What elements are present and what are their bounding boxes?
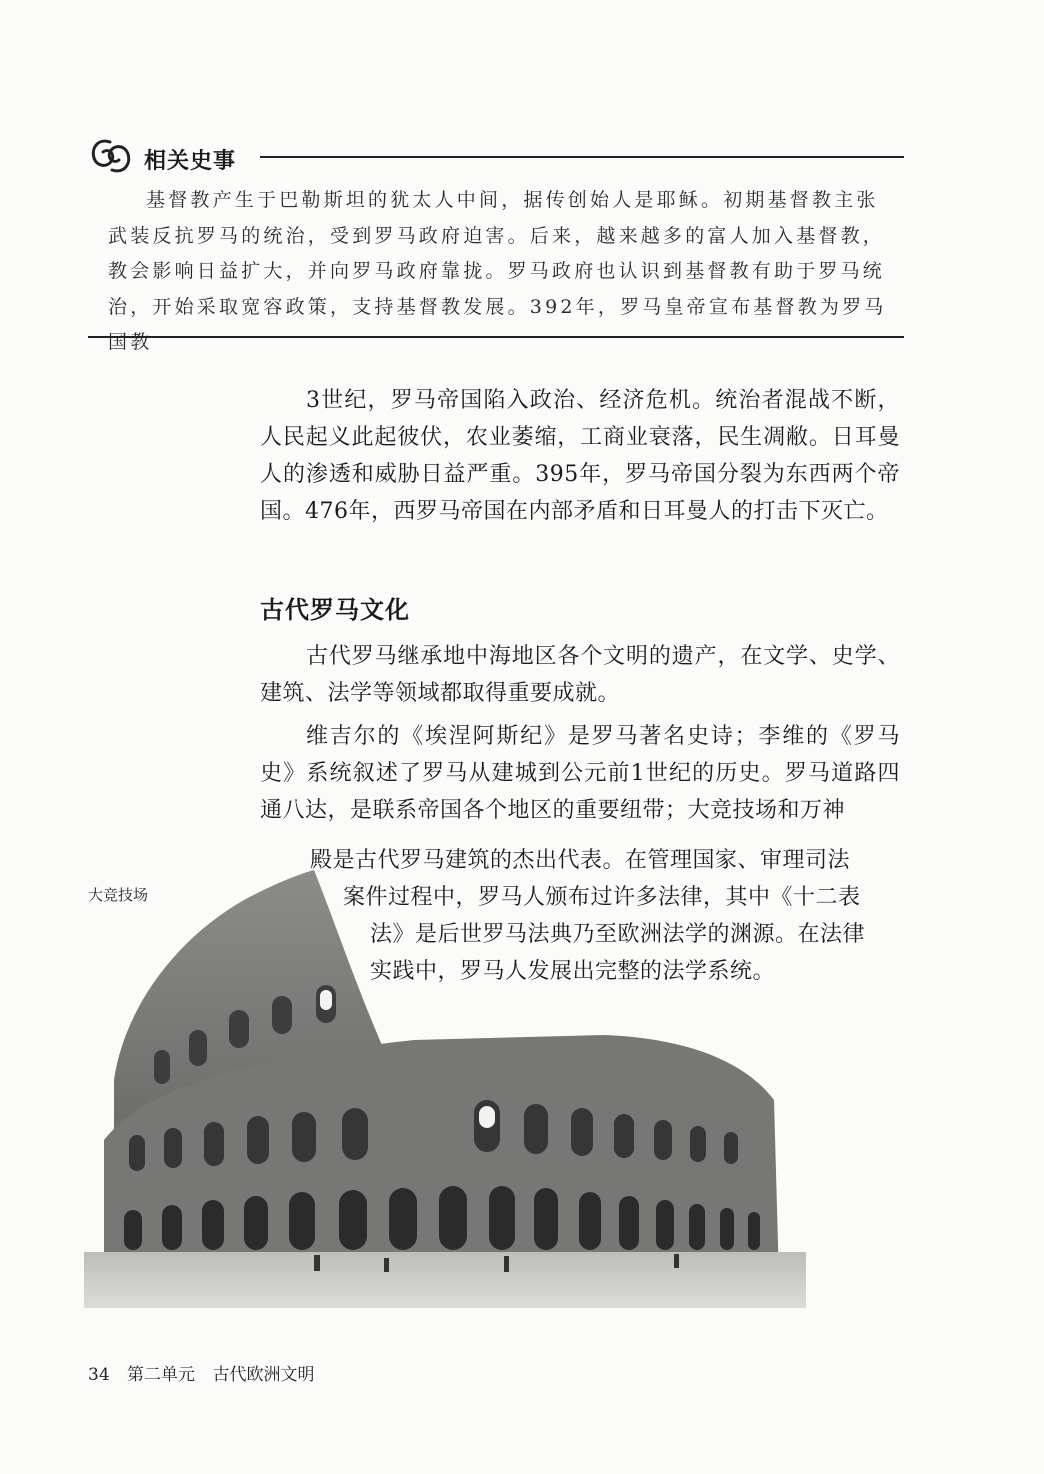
sidebar-title: 相关史事 <box>144 149 237 174</box>
body-paragraph-2-block <box>260 638 900 835</box>
page-number: 34 <box>88 1365 110 1385</box>
unit-title: 古代欧洲文明 <box>212 1365 315 1385</box>
swirl-icon <box>88 134 134 178</box>
colosseum-photo <box>84 860 806 1308</box>
photo-caption: 大竞技场 <box>88 886 149 904</box>
section-heading: 古代罗马文化 <box>260 596 410 624</box>
unit-label: 第二单元 <box>127 1365 196 1385</box>
sidebar-header <box>88 134 904 182</box>
sidebar-top-rule <box>260 156 904 158</box>
wrap-line-4: 实践中，罗马人发展出完整的法学系统。 <box>370 959 776 984</box>
body-paragraph-1-block <box>260 382 900 536</box>
page-footer <box>88 1360 326 1385</box>
body-paragraph-2: 古代罗马继承地中海地区各个文明的遗产，在文学、史学、建筑、法学等领域都取得重要成就。 <box>260 644 900 706</box>
sidebar-text <box>108 183 894 361</box>
sidebar-paragraph: 基督教产生于巴勒斯坦的犹太人中间，据传创始人是耶稣。初期基督教主张武装反抗罗马的统治，受到罗马政府迫害。后来，越来越多的富人加入基督教，教会影响日益扩大，并向罗马政府靠拢。罗马政府也认识到基督教有助于罗马统治，开始采取宽容政策，支持基督教发展。392年，罗马皇帝宣布基督教为罗马国教 <box>108 189 887 353</box>
body-paragraph-1: 3世纪，罗马帝国陷入政治、经济危机。统治者混战不断，人民起义此起彼伏，农业萎缩，工商业衰落，民生凋敝。日耳曼人的渗透和威胁日益严重。395年，罗马帝国分裂为东西两个帝国。476年，西罗马帝国在内部矛盾和日耳曼人的打击下灭亡。 <box>260 388 900 524</box>
wrap-line-3: 法》是后世罗马法典乃至欧洲法学的渊源。在法律 <box>370 922 866 947</box>
body-paragraph-3: 维吉尔的《埃涅阿斯纪》是罗马著名史诗；李维的《罗马史》系统叙述了罗马从建城到公元前1世纪的历史。罗马道路四通八达，是联系帝国各个地区的重要纽带；大竞技场和万神 <box>260 724 900 823</box>
sidebar-bottom-rule <box>88 336 904 338</box>
wrap-line-2: 案件过程中，罗马人颁布过许多法律，其中《十二表 <box>343 885 861 910</box>
wrap-line-1: 殿是古代罗马建筑的杰出代表。在管理国家、审理司法 <box>310 848 851 873</box>
